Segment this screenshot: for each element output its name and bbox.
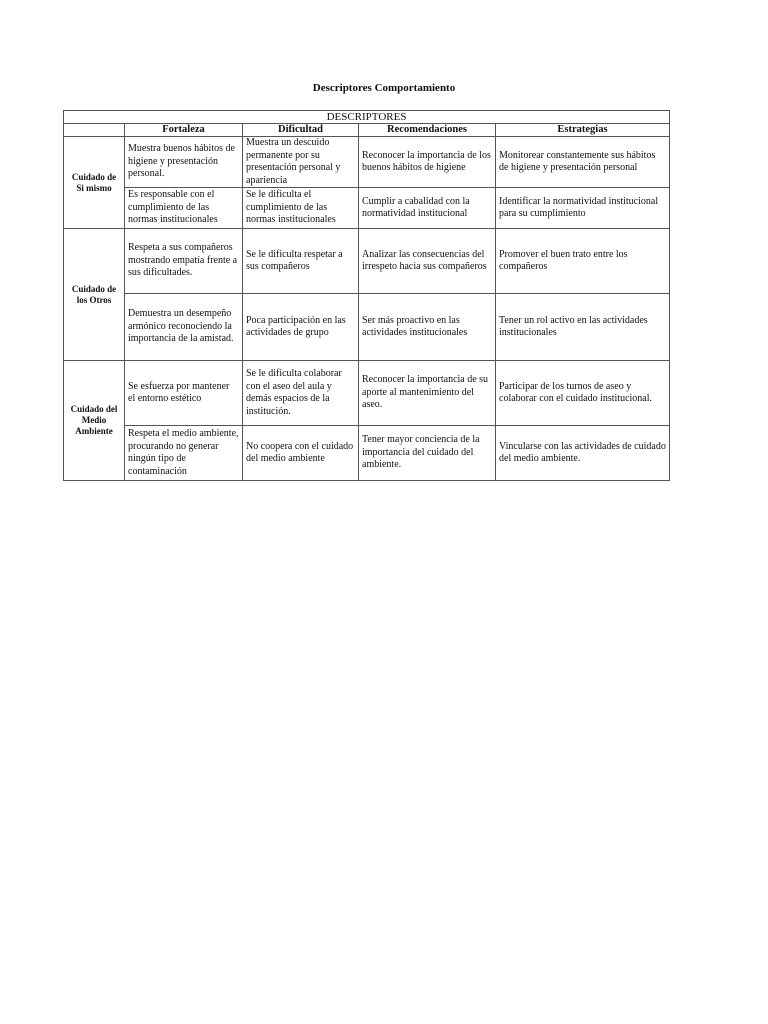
table-row <box>64 426 670 481</box>
cell-recomendaciones: Tener mayor conciencia de la importancia del cuidado del ambiente. <box>359 426 496 481</box>
row-group-label: Cuidado del Medio Ambiente <box>64 361 125 481</box>
cell-recomendaciones: Reconocer la importancia de los buenos hábitos de higiene <box>359 137 496 188</box>
cell-recomendaciones: Reconocer la importancia de su aporte al mantenimiento del aseo. <box>359 361 496 426</box>
table-row <box>64 294 670 361</box>
cell-recomendaciones: Analizar las consecuencias del irrespeto hacia sus compañeros <box>359 229 496 294</box>
cell-fortaleza: Muestra buenos hábitos de higiene y presentación personal. <box>125 137 243 188</box>
cell-fortaleza: Demuestra un desempeño armónico reconociendo la importancia de la amistad. <box>125 294 243 361</box>
cell-dificultad: Se le dificulta respetar a sus compañeros <box>243 229 359 294</box>
cell-recomendaciones: Ser más proactivo en las actividades institucionales <box>359 294 496 361</box>
cell-estrategias: Identificar la normatividad institucional para su cumplimiento <box>496 188 670 229</box>
cell-estrategias: Participar de los turnos de aseo y colaborar con el cuidado institucional. <box>496 361 670 426</box>
cell-estrategias: Promover el buen trato entre los compañeros <box>496 229 670 294</box>
header-dificultad: Dificultad <box>243 124 359 137</box>
header-estrategias: Estrategias <box>496 124 670 137</box>
row-group-label: Cuidado de los Otros <box>64 229 125 361</box>
table-row <box>64 137 670 188</box>
table-row <box>64 361 670 426</box>
row-group-label: Cuidado de Si mismo <box>64 137 125 229</box>
header-corner <box>64 124 125 137</box>
cell-recomendaciones: Cumplir a cabalidad con la normatividad institucional <box>359 188 496 229</box>
header-recomendaciones: Recomendaciones <box>359 124 496 137</box>
table-row <box>64 188 670 229</box>
cell-dificultad: Poca participación en las actividades de grupo <box>243 294 359 361</box>
cell-dificultad: Se le dificulta el cumplimiento de las normas institucionales <box>243 188 359 229</box>
cell-fortaleza: Se esfuerza por mantener el entorno estético <box>125 361 243 426</box>
cell-fortaleza: Respeta el medio ambiente, procurando no generar ningún tipo de contaminación <box>125 426 243 481</box>
cell-dificultad: No coopera con el cuidado del medio ambiente <box>243 426 359 481</box>
cell-estrategias: Vincularse con las actividades de cuidado del medio ambiente. <box>496 426 670 481</box>
header-fortaleza: Fortaleza <box>125 124 243 137</box>
descriptors-table <box>63 110 670 481</box>
table-row <box>64 229 670 294</box>
table-banner: DESCRIPTORES <box>64 111 670 124</box>
cell-dificultad: Muestra un descuido permanente por su presentación personal y apariencia <box>243 137 359 188</box>
cell-estrategias: Monitorear constantemente sus hábitos de higiene y presentación personal <box>496 137 670 188</box>
cell-fortaleza: Es responsable con el cumplimiento de las normas institucionales <box>125 188 243 229</box>
page-title: Descriptores Comportamiento <box>312 82 456 94</box>
cell-dificultad: Se le dificulta colaborar con el aseo del aula y demás espacios de la institución. <box>243 361 359 426</box>
cell-estrategias: Tener un rol activo en las actividades institucionales <box>496 294 670 361</box>
cell-fortaleza: Respeta a sus compañeros mostrando empatía frente a sus dificultades. <box>125 229 243 294</box>
